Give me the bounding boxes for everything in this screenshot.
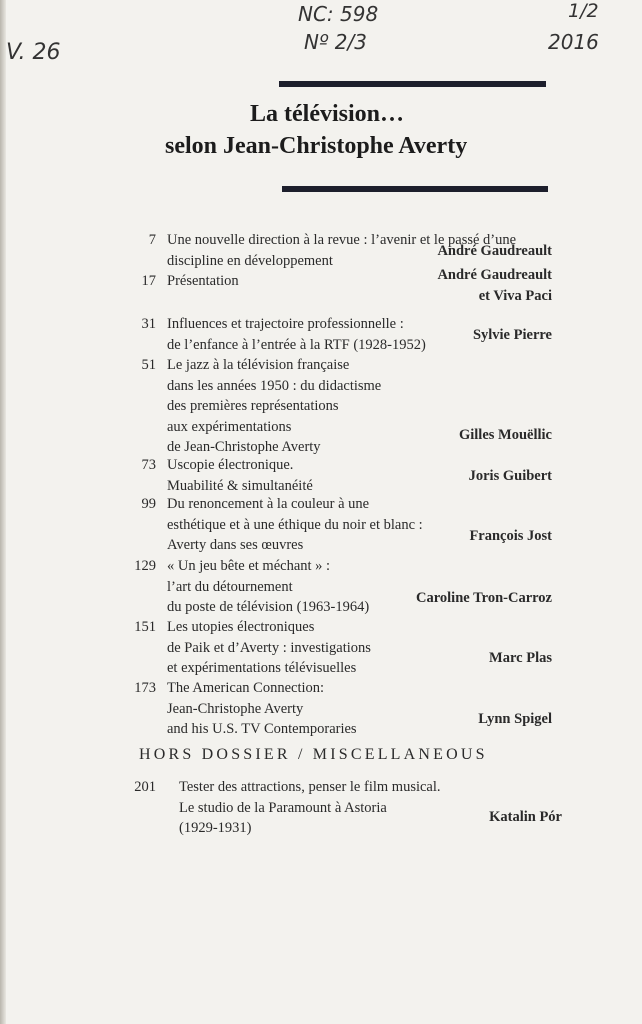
toc-article-title — [167, 455, 313, 496]
toc-author-line: André Gaudreault — [437, 267, 552, 283]
toc-page-number: 129 — [134, 558, 156, 574]
toc-title-line: dans les années 1950 : du didactisme — [167, 377, 382, 394]
issue-title-line2: selon Jean-Christophe Averty — [165, 133, 468, 159]
toc-article-title — [167, 617, 371, 679]
toc-article-title — [167, 494, 423, 556]
toc-page-number: 73 — [141, 457, 156, 473]
toc-page-number: 151 — [134, 619, 156, 635]
toc-author-line: André Gaudreault — [437, 243, 552, 259]
toc-author — [473, 325, 552, 346]
toc-title-line: du poste de télévision (1963-1964) — [167, 599, 370, 615]
toc-title-line: Le studio de la Paramount à Astoria — [179, 799, 387, 816]
handwritten-issue-number: Nº 2/3 — [304, 30, 367, 54]
toc-author — [416, 588, 552, 609]
toc-title-line: des premières représentations — [167, 398, 339, 414]
toc-author — [489, 648, 552, 669]
toc-article-title — [167, 271, 239, 292]
toc-author-line: Katalin Pór — [489, 809, 562, 825]
toc-author — [437, 265, 552, 306]
toc-article-title — [167, 678, 357, 740]
handwritten-fraction: 1/2 — [568, 0, 599, 22]
toc-title-line: The American Connection: — [167, 680, 325, 696]
toc-title-line: Les utopies électroniques — [167, 619, 315, 635]
toc-author-line: Marc Plas — [489, 650, 552, 666]
toc-author — [478, 709, 552, 730]
toc-title-line: Jean-Christophe Averty — [167, 700, 304, 717]
handwritten-volume: V. 26 — [6, 40, 61, 65]
toc-article-title — [167, 556, 369, 618]
toc-page-number: 17 — [141, 273, 156, 289]
toc-title-line: Du renoncement à la couleur à une — [167, 496, 370, 512]
toc-title-line: l’art du détournement — [167, 578, 293, 595]
toc-author-line: François Jost — [469, 528, 552, 544]
toc-author — [459, 425, 552, 446]
toc-page-number: 173 — [134, 680, 156, 696]
toc-title-line: Averty dans ses œuvres — [167, 537, 304, 553]
toc-title-line: Uscopie électronique. — [167, 457, 294, 473]
issue-title-line1: La télévision… — [250, 101, 404, 127]
toc-author-line: et Viva Paci — [478, 287, 552, 304]
toc-author-line: Sylvie Pierre — [472, 327, 552, 343]
toc-title-line: and his U.S. TV Contemporaries — [167, 721, 357, 737]
toc-article-title — [167, 355, 381, 458]
page-binding-edge — [0, 0, 6, 1024]
toc-author-line: Caroline Tron-Carroz — [416, 590, 552, 606]
toc-author — [489, 807, 562, 828]
toc-author-line: Joris Guibert — [468, 468, 552, 484]
toc-title-line: Tester des attractions, penser le film musical. — [179, 779, 441, 795]
toc-title-line: de l’enfance à l’entrée à la RTF (1928-1952) — [167, 336, 426, 353]
toc-title-line: Influences et trajectoire professionnelle : — [167, 316, 404, 332]
toc-page-number: 31 — [141, 316, 156, 332]
section-heading-hors-dossier: HORS DOSSIER / MISCELLANEOUS — [139, 746, 488, 763]
toc-title-line: Une nouvelle direction à la revue : l’avenir et le passé d’une — [167, 232, 517, 248]
title-bottom-rule — [282, 186, 548, 192]
toc-page-number: 99 — [141, 496, 156, 512]
handwritten-year: 2016 — [548, 30, 599, 54]
toc-title-line: (1929-1931) — [179, 820, 252, 836]
toc-title-line: Le jazz à la télévision française — [167, 357, 350, 373]
toc-article-title — [167, 314, 426, 355]
toc-author — [469, 466, 552, 487]
toc-author — [437, 241, 552, 262]
toc-author-line: Lynn Spigel — [478, 711, 552, 727]
toc-article-title — [179, 777, 441, 839]
toc-title-line: et expérimentations télévisuelles — [167, 660, 357, 676]
toc-page-number: 201 — [134, 779, 156, 795]
toc-title-line: « Un jeu bête et méchant » : — [167, 558, 331, 574]
toc-title-line: discipline en développement — [167, 252, 333, 269]
toc-title-line: esthétique et à une éthique du noir et blanc : — [167, 516, 423, 533]
toc-title-line: de Jean-Christophe Averty — [167, 439, 321, 455]
toc-title-line: Présentation — [167, 273, 239, 289]
toc-title-line: Muabilité & simultanéité — [167, 477, 313, 494]
toc-author — [469, 526, 552, 547]
toc-title-line: aux expérimentations — [167, 418, 292, 435]
toc-page-number: 51 — [141, 357, 156, 373]
toc-page-number: 7 — [148, 232, 156, 248]
toc-author-line: Gilles Mouëllic — [458, 427, 552, 443]
title-top-rule — [279, 81, 546, 87]
toc-title-line: de Paik et d’Averty : investigations — [167, 639, 371, 656]
handwritten-nc-number: NC: 598 — [298, 2, 379, 26]
